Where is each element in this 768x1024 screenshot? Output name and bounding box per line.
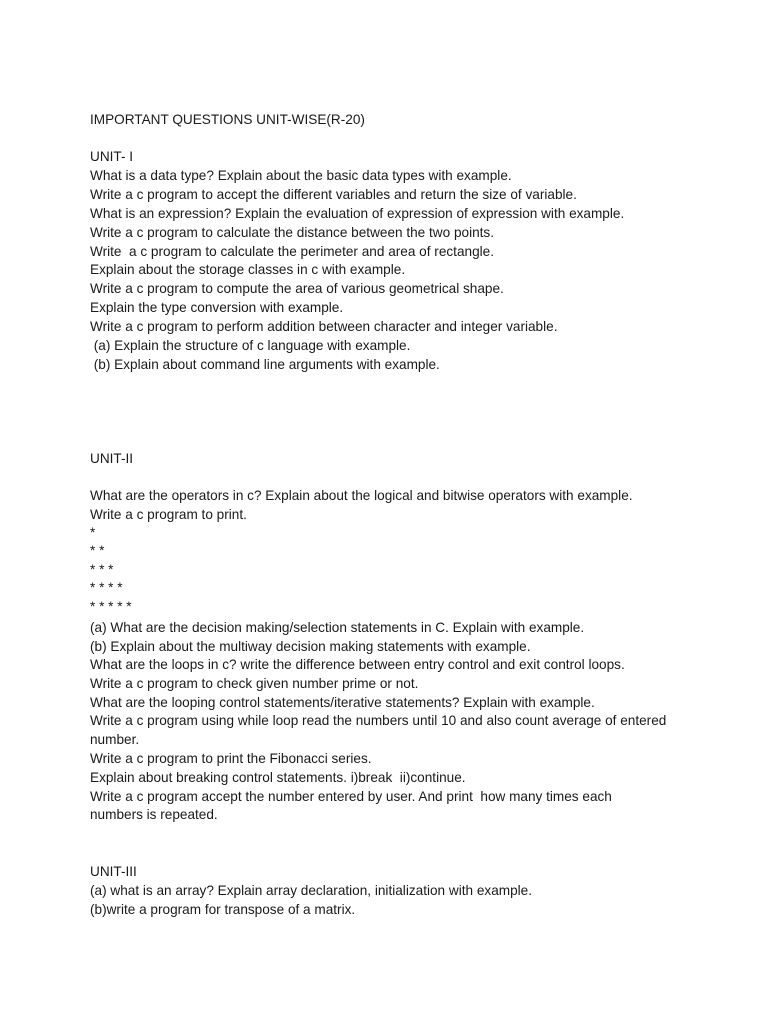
question-line: (b) Explain about the multiway decision making statements with example.	[90, 639, 531, 654]
question-line: (b)write a program for transpose of a matrix.	[90, 902, 356, 917]
pattern-line: *	[90, 525, 96, 540]
pattern-line: * * * * *	[90, 599, 132, 614]
unit-3-heading: UNIT-III	[90, 864, 137, 879]
question-line: Write a c program to calculate the perimeter and area of rectangle.	[90, 244, 494, 259]
question-line: Write a c program to compute the area of various geometrical shape.	[90, 281, 504, 296]
document-title: IMPORTANT QUESTIONS UNIT-WISE(R-20)	[90, 112, 365, 127]
pattern-line: * * *	[90, 562, 114, 577]
question-line: Write a c program to print.	[90, 507, 247, 522]
question-line: What are the looping control statements/iterative statements? Explain with example.	[90, 695, 595, 710]
question-line: Explain the type conversion with example.	[90, 300, 344, 315]
question-line: (b) Explain about command line arguments with example.	[90, 357, 440, 372]
question-line: Write a c program to perform addition between character and integer variable.	[90, 319, 558, 334]
unit-2-heading: UNIT-II	[90, 451, 134, 466]
question-line: Write a c program accept the number entered by user. And print how many times each	[90, 789, 612, 804]
question-line: What is a data type? Explain about the basic data types with example.	[90, 168, 512, 183]
question-line: What are the loops in c? write the difference between entry control and exit control loops.	[90, 657, 625, 672]
question-line: Explain about the storage classes in c with example.	[90, 262, 406, 277]
question-line: Write a c program to print the Fibonacci series.	[90, 751, 372, 766]
question-line: (a) Explain the structure of c language with example.	[90, 338, 411, 353]
question-line: What is an expression? Explain the evaluation of expression of expression with example.	[90, 206, 625, 221]
question-line: Write a c program to check given number prime or not.	[90, 676, 419, 691]
question-line: Write a c program to accept the different variables and return the size of variable.	[90, 187, 577, 202]
pattern-line: * *	[90, 543, 105, 558]
question-line: (a) What are the decision making/selection statements in C. Explain with example.	[90, 620, 585, 635]
question-line: Explain about breaking control statements. i)break ii)continue.	[90, 770, 466, 785]
question-line: numbers is repeated.	[90, 807, 218, 822]
pattern-line: * * * *	[90, 580, 123, 595]
question-line: What are the operators in c? Explain about the logical and bitwise operators with example.	[90, 488, 633, 503]
question-line: number.	[90, 732, 140, 747]
question-line: (a) what is an array? Explain array declaration, initialization with example.	[90, 883, 533, 898]
question-line: Write a c program using while loop read the numbers until 10 and also count average of entered	[90, 713, 667, 728]
question-line: Write a c program to calculate the distance between the two points.	[90, 225, 495, 240]
unit-1-heading: UNIT- I	[90, 149, 134, 164]
